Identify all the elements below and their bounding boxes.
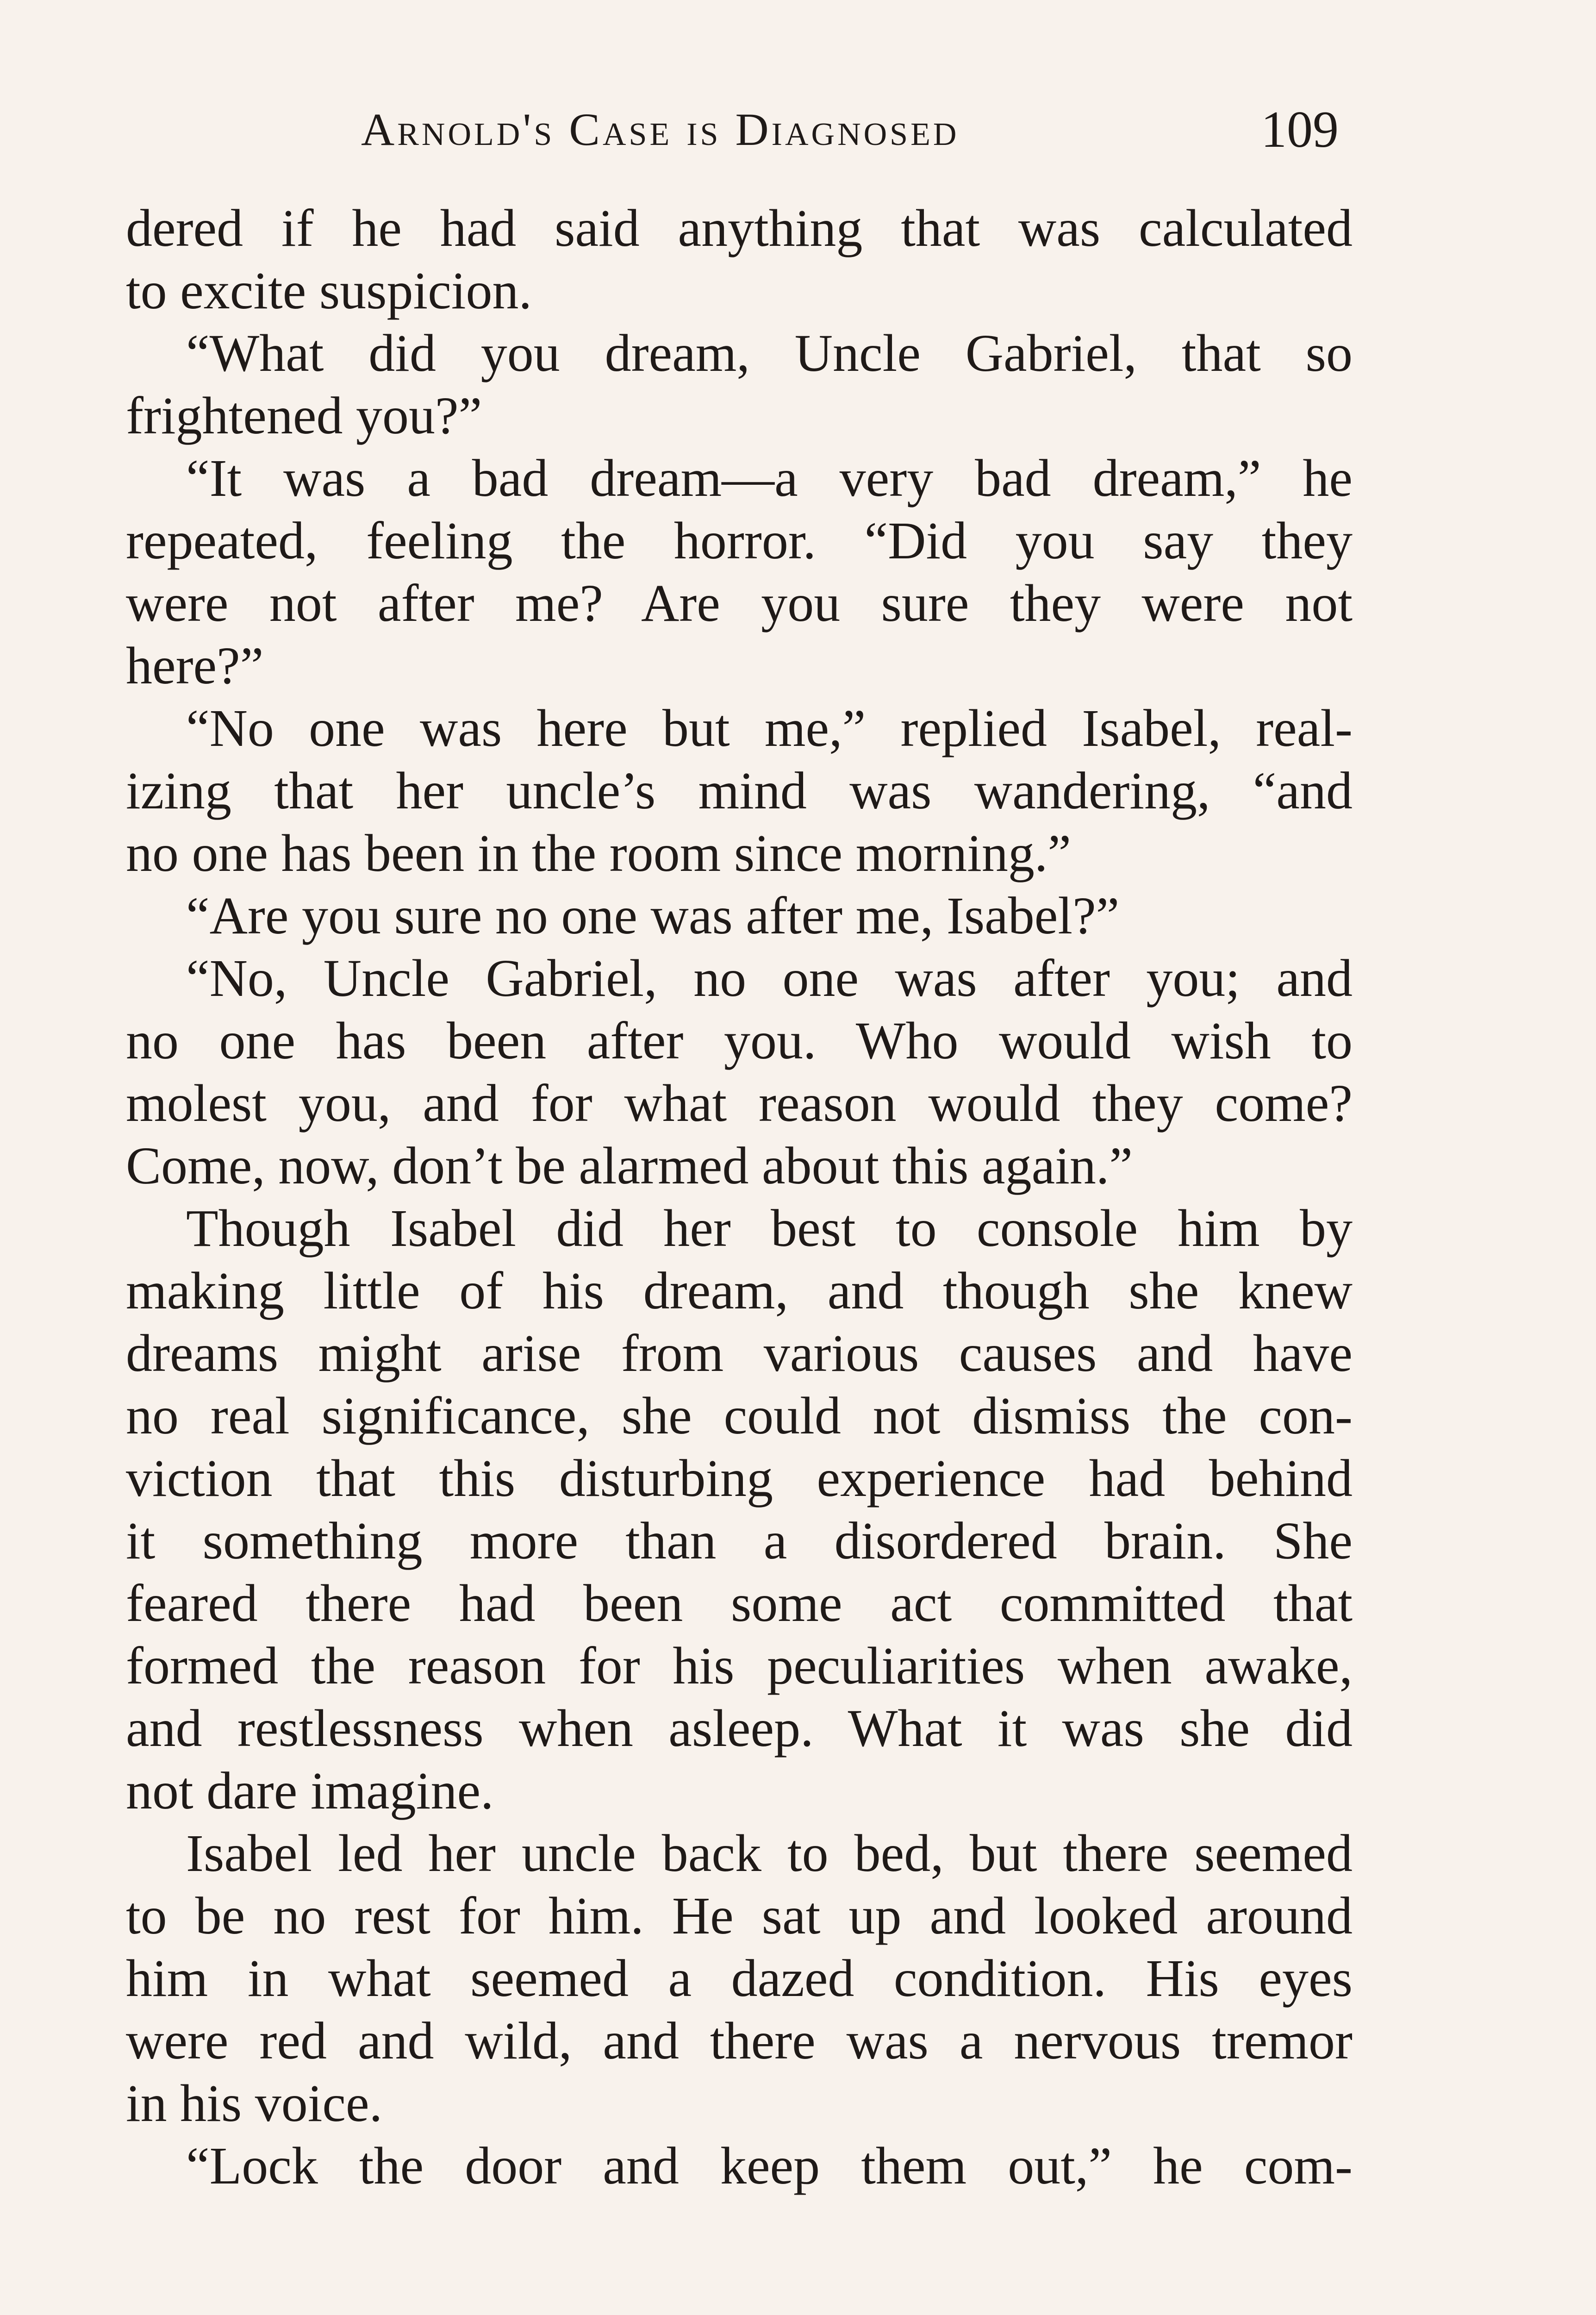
text-line: to be no rest for him. He sat up and looked around	[126, 1886, 1353, 1945]
text-line: it something more than a disordered brain. She	[126, 1511, 1353, 1570]
text-line: no one has been after you. Who would wish to	[126, 1011, 1353, 1070]
text-line: formed the reason for his peculiarities when awake,	[126, 1636, 1353, 1695]
text-line: were not after me? Are you sure they were not	[126, 574, 1353, 632]
text-line: “Lock the door and keep them out,” he com-	[186, 2136, 1353, 2195]
text-line: in his voice.	[126, 2074, 383, 2133]
text-line: no real significance, she could not dismiss the con-	[126, 1386, 1353, 1445]
text-line: not dare imagine.	[126, 1761, 494, 1820]
text-line: “No one was here but me,” replied Isabel, real-	[186, 699, 1353, 757]
page-number: 109	[1261, 101, 1339, 158]
text-line: him in what seemed a dazed condition. His eyes	[126, 1949, 1353, 2008]
text-line: Come, now, don’t be alarmed about this again.”	[126, 1136, 1133, 1195]
body-text	[126, 197, 1353, 2197]
text-line: “It was a bad dream—a very bad dream,” he	[186, 449, 1353, 507]
text-line: viction that this disturbing experience had behind	[126, 1449, 1353, 1508]
text-line: repeated, feeling the horror. “Did you say they	[126, 511, 1353, 570]
text-line: “Are you sure no one was after me, Isabel?”	[186, 886, 1120, 945]
running-title: Arnold's Case is Diagnosed	[361, 104, 960, 155]
text-line: to excite suspicion.	[126, 261, 532, 320]
text-line: and restlessness when asleep. What it was she did	[126, 1699, 1353, 1758]
text-line: were red and wild, and there was a nervous tremor	[126, 2011, 1353, 2070]
text-line: Though Isabel did her best to console him by	[186, 1199, 1353, 1258]
text-line: Isabel led her uncle back to bed, but there seemed	[186, 1824, 1353, 1883]
text-line: making little of his dream, and though she knew	[126, 1261, 1353, 1320]
text-line: frightened you?”	[126, 386, 482, 445]
text-line: molest you, and for what reason would they come?	[126, 1074, 1353, 1132]
text-line: feared there had been some act committed that	[126, 1574, 1353, 1633]
text-line: no one has been in the room since morning.”	[126, 824, 1071, 882]
running-head	[125, 95, 1352, 164]
text-line: dered if he had said anything that was calculated	[126, 199, 1353, 257]
text-line: dreams might arise from various causes and have	[126, 1324, 1353, 1383]
text-line: “What did you dream, Uncle Gabriel, that so	[186, 324, 1353, 382]
text-line: here?”	[126, 636, 264, 695]
text-line: izing that her uncle’s mind was wandering, “and	[126, 761, 1353, 820]
text-line: “No, Uncle Gabriel, no one was after you; and	[186, 949, 1353, 1007]
